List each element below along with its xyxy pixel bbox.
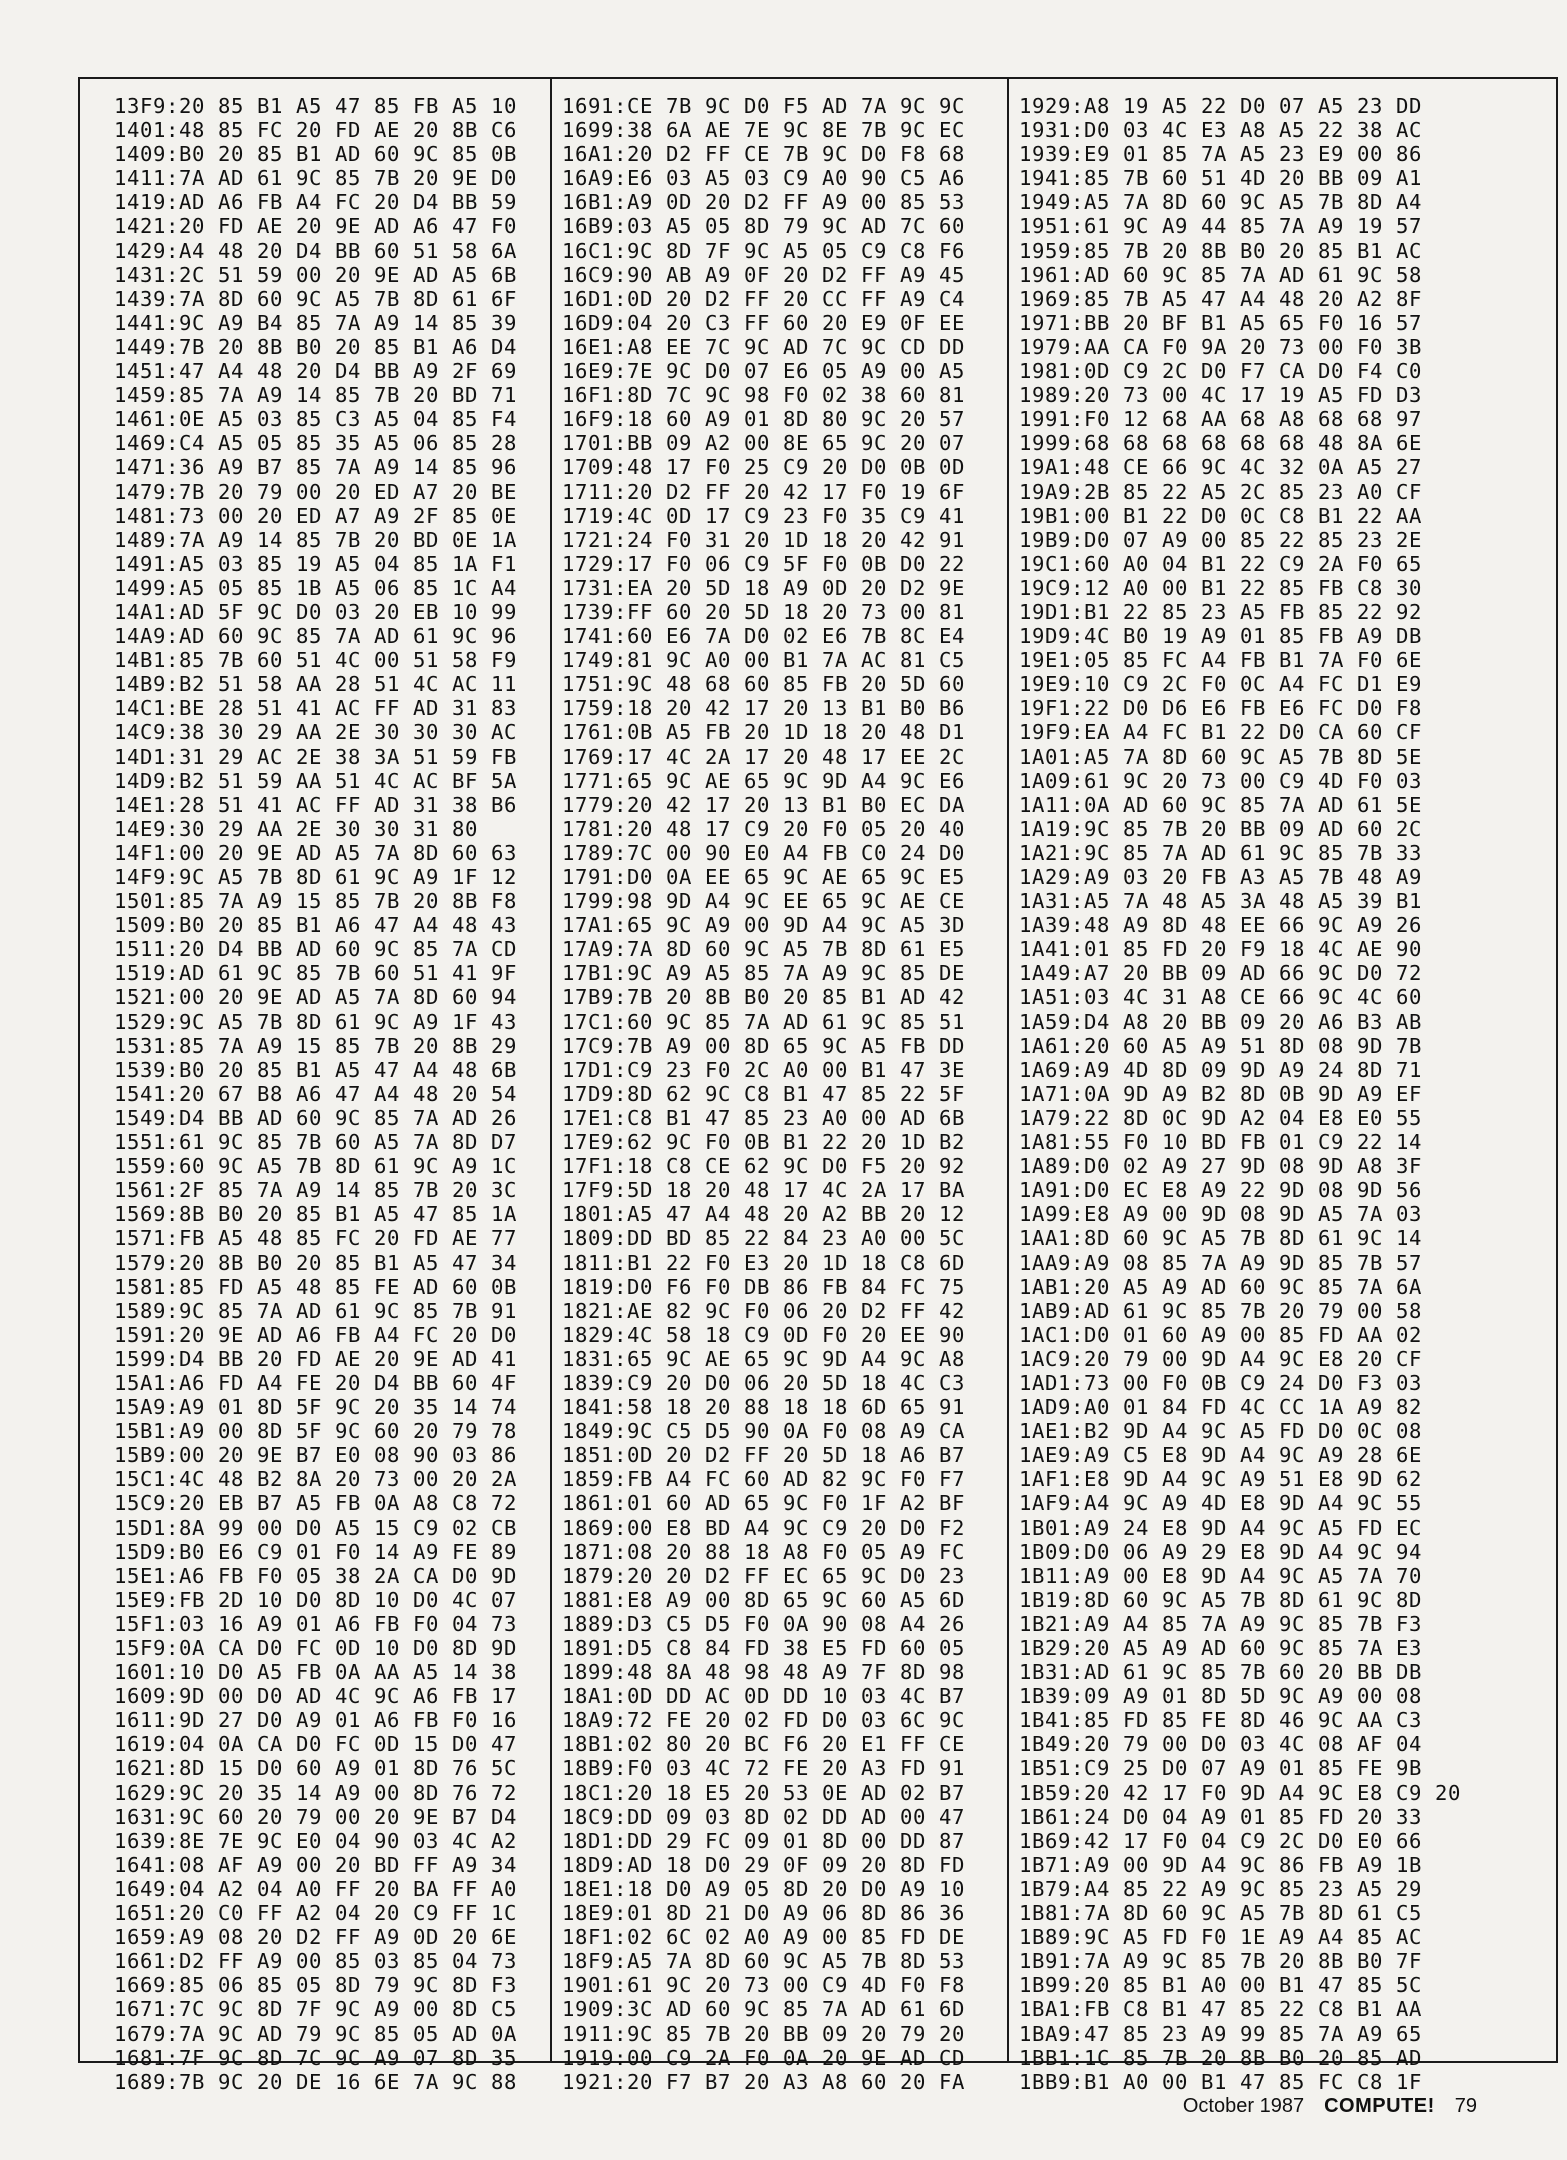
listing-line: 1789:7C 00 90 E0 A4 FB C0 24 D0 <box>562 840 965 865</box>
listing-line: 1939:E9 01 85 7A A5 23 E9 00 86 <box>1019 142 1422 167</box>
listing-line: 1491:A5 03 85 19 A5 04 85 1A F1 <box>114 551 517 576</box>
listing-line: 1469:C4 A5 05 85 35 A5 06 85 28 <box>114 431 517 456</box>
listing-line: 14A1:AD 5F 9C D0 03 20 EB 10 99 <box>114 599 517 624</box>
listing-line: 1701:BB 09 A2 00 8E 65 9C 20 07 <box>562 431 965 456</box>
listing-line: 17C9:7B A9 00 8D 65 9C A5 FB DD <box>562 1033 965 1058</box>
listing-line: 1AA1:8D 60 9C A5 7B 8D 61 9C 14 <box>1019 1226 1422 1251</box>
listing-line: 16A9:E6 03 A5 03 C9 A0 90 C5 A6 <box>562 166 965 191</box>
listing-column-1 <box>102 94 559 2094</box>
listing-line: 18D9:AD 18 D0 29 0F 09 20 8D FD <box>562 1852 965 1877</box>
listing-line: 1839:C9 20 D0 06 20 5D 18 4C C3 <box>562 1370 965 1395</box>
listing-line: 1581:85 FD A5 48 85 FE AD 60 0B <box>114 1274 517 1299</box>
listing-line: 1941:85 7B 60 51 4D 20 BB 09 A1 <box>1019 166 1422 191</box>
listing-line: 15C9:20 EB B7 A5 FB 0A A8 C8 72 <box>114 1491 517 1516</box>
listing-line: 1B41:85 FD 85 FE 8D 46 9C AA C3 <box>1019 1708 1422 1733</box>
listing-line: 1571:FB A5 48 85 FC 20 FD AE 77 <box>114 1226 517 1251</box>
listing-line: 17E1:C8 B1 47 85 23 A0 00 AD 6B <box>562 1105 965 1130</box>
listing-line: 1A21:9C 85 7A AD 61 9C 85 7B 33 <box>1019 840 1422 865</box>
listing-line: 1739:FF 60 20 5D 18 20 73 00 81 <box>562 599 965 624</box>
listing-line: 17E9:62 9C F0 0B B1 22 20 1D B2 <box>562 1130 965 1155</box>
listing-line: 17C1:60 9C 85 7A AD 61 9C 85 51 <box>562 1009 965 1034</box>
listing-line: 1B21:A9 A4 85 7A A9 9C 85 7B F3 <box>1019 1611 1422 1636</box>
listing-line: 1811:B1 22 F0 E3 20 1D 18 C8 6D <box>562 1250 965 1275</box>
listing-line: 1559:60 9C A5 7B 8D 61 9C A9 1C <box>114 1154 517 1179</box>
listing-line: 1891:D5 C8 84 FD 38 E5 FD 60 05 <box>562 1636 965 1660</box>
listing-line: 1421:20 FD AE 20 9E AD A6 47 F0 <box>114 214 517 239</box>
listing-line: 1799:98 9D A4 9C EE 65 9C AE CE <box>562 889 965 914</box>
listing-line: 1429:A4 48 20 D4 BB 60 51 58 6A <box>114 238 517 263</box>
listing-line: 1A79:22 8D 0C 9D A2 04 E8 E0 55 <box>1019 1105 1422 1130</box>
listing-line: 16F9:18 60 A9 01 8D 80 9C 20 57 <box>562 407 965 432</box>
listing-line: 1529:9C A5 7B 8D 61 9C A9 1F 43 <box>114 1009 517 1034</box>
listing-line: 1AC9:20 79 00 9D A4 9C E8 20 CF <box>1019 1346 1422 1371</box>
listing-line: 18B1:02 80 20 BC F6 20 E1 FF CE <box>562 1732 965 1757</box>
listing-line: 1B89:9C A5 FD F0 1E A9 A4 85 AC <box>1019 1925 1422 1950</box>
listing-line: 1A11:0A AD 60 9C 85 7A AD 61 5E <box>1019 792 1422 817</box>
listing-line: 15B1:A9 00 8D 5F 9C 60 20 79 78 <box>114 1419 517 1444</box>
listing-line: 1A91:D0 EC E8 A9 22 9D 08 9D 56 <box>1019 1178 1422 1203</box>
listing-line: 1679:7A 9C AD 79 9C 85 05 AD 0A <box>114 2021 517 2046</box>
listing-line: 1BB1:1C 85 7B 20 8B B0 20 85 AD <box>1019 2045 1422 2070</box>
listing-line: 19C9:12 A0 00 B1 22 85 FB C8 30 <box>1019 575 1422 600</box>
listing-line: 1A89:D0 02 A9 27 9D 08 9D A8 3F <box>1019 1154 1422 1179</box>
listing-line: 14C9:38 30 29 AA 2E 30 30 30 AC <box>114 720 517 745</box>
listing-line: 1AF9:A4 9C A9 4D E8 9D A4 9C 55 <box>1019 1491 1422 1516</box>
listing-line: 17D1:C9 23 F0 2C A0 00 B1 47 3E <box>562 1057 965 1082</box>
listing-line: 1591:20 9E AD A6 FB A4 FC 20 D0 <box>114 1322 517 1347</box>
listing-line: 1901:61 9C 20 73 00 C9 4D F0 F8 <box>562 1973 965 1998</box>
listing-line: 15F9:0A CA D0 FC 0D 10 D0 8D 9D <box>114 1636 517 1660</box>
listing-line: 1871:08 20 88 18 A8 F0 05 A9 FC <box>562 1539 965 1564</box>
listing-line: 1521:00 20 9E AD A5 7A 8D 60 94 <box>114 985 517 1010</box>
listing-line: 1829:4C 58 18 C9 0D F0 20 EE 90 <box>562 1322 965 1347</box>
listing-line: 1449:7B 20 8B B0 20 85 B1 A6 D4 <box>114 334 517 359</box>
listing-line: 1AA9:A9 08 85 7A A9 9D 85 7B 57 <box>1019 1250 1422 1275</box>
listing-line: 1B59:20 42 17 F0 9D A4 9C E8 C9 20 <box>1019 1780 1461 1805</box>
listing-line: 16B1:A9 0D 20 D2 FF A9 00 85 53 <box>562 190 965 215</box>
listing-line: 1751:9C 48 68 60 85 FB 20 5D 60 <box>562 672 965 697</box>
listing-line: 1A31:A5 7A 48 A5 3A 48 A5 39 B1 <box>1019 889 1422 914</box>
listing-line: 1819:D0 F6 F0 DB 86 FB 84 FC 75 <box>562 1274 965 1299</box>
listing-line: 1749:81 9C A0 00 B1 7A AC 81 C5 <box>562 648 965 673</box>
listing-line: 1851:0D 20 D2 FF 20 5D 18 A6 B7 <box>562 1443 965 1468</box>
listing-column-2 <box>550 94 1007 2094</box>
listing-line: 1959:85 7B 20 8B B0 20 85 B1 AC <box>1019 238 1422 263</box>
listing-line: 1869:00 E8 BD A4 9C C9 20 D0 F2 <box>562 1515 965 1540</box>
listing-line: 1669:85 06 85 05 8D 79 9C 8D F3 <box>114 1973 517 1998</box>
listing-line: 1719:4C 0D 17 C9 23 F0 35 C9 41 <box>562 503 965 528</box>
listing-line: 1731:EA 20 5D 18 A9 0D 20 D2 9E <box>562 575 965 600</box>
listing-line: 1AD1:73 00 F0 0B C9 24 D0 F3 03 <box>1019 1370 1422 1395</box>
listing-line: 19A9:2B 85 22 A5 2C 85 23 A0 CF <box>1019 479 1422 504</box>
listing-line: 1541:20 67 B8 A6 47 A4 48 20 54 <box>114 1081 517 1106</box>
listing-line: 1859:FB A4 FC 60 AD 82 9C F0 F7 <box>562 1467 965 1492</box>
listing-line: 1B19:8D 60 9C A5 7B 8D 61 9C 8D <box>1019 1587 1422 1612</box>
listing-line: 1A01:A5 7A 8D 60 9C A5 7B 8D 5E <box>1019 744 1422 769</box>
listing-line: 1699:38 6A AE 7E 9C 8E 7B 9C EC <box>562 118 965 143</box>
listing-line: 1B61:24 D0 04 A9 01 85 FD 20 33 <box>1019 1804 1422 1829</box>
listing-line: 14F9:9C A5 7B 8D 61 9C A9 1F 12 <box>114 865 517 889</box>
listing-line: 1779:20 42 17 20 13 B1 B0 EC DA <box>562 792 965 817</box>
listing-line: 15F1:03 16 A9 01 A6 FB F0 04 73 <box>114 1611 517 1636</box>
listing-line: 1AB9:AD 61 9C 85 7B 20 79 00 58 <box>1019 1298 1422 1323</box>
listing-line: 1849:9C C5 D5 90 0A F0 08 A9 CA <box>562 1419 965 1444</box>
listing-line: 15C1:4C 48 B2 8A 20 73 00 20 2A <box>114 1467 517 1492</box>
listing-line: 1A19:9C 85 7B 20 BB 09 AD 60 2C <box>1019 816 1422 841</box>
listing-line: 1951:61 9C A9 44 85 7A A9 19 57 <box>1019 214 1422 239</box>
listing-line: 1409:B0 20 85 B1 AD 60 9C 85 0B <box>114 142 517 167</box>
listing-line: 14C1:BE 28 51 41 AC FF AD 31 83 <box>114 696 517 721</box>
listing-line: 17A1:65 9C A9 00 9D A4 9C A5 3D <box>562 913 965 938</box>
listing-line: 1671:7C 9C 8D 7F 9C A9 00 8D C5 <box>114 1997 517 2022</box>
listing-line: 1629:9C 20 35 14 A9 00 8D 76 72 <box>114 1780 517 1805</box>
listing-line: 1A61:20 60 A5 A9 51 8D 08 9D 7B <box>1019 1033 1422 1058</box>
listing-line: 1641:08 AF A9 00 20 BD FF A9 34 <box>114 1852 517 1877</box>
listing-line: 1691:CE 7B 9C D0 F5 AD 7A 9C 9C <box>562 94 965 118</box>
listing-line: 1B29:20 A5 A9 AD 60 9C 85 7A E3 <box>1019 1636 1422 1660</box>
listing-line: 1B81:7A 8D 60 9C A5 7B 8D 61 C5 <box>1019 1901 1422 1926</box>
listing-line: 15A1:A6 FD A4 FE 20 D4 BB 60 4F <box>114 1370 517 1395</box>
listing-line: 15D1:8A 99 00 D0 A5 15 C9 02 CB <box>114 1515 517 1540</box>
listing-line: 1821:AE 82 9C F0 06 20 D2 FF 42 <box>562 1298 965 1323</box>
listing-line: 17A9:7A 8D 60 9C A5 7B 8D 61 E5 <box>562 937 965 962</box>
listing-line: 15E1:A6 FB F0 05 38 2A CA D0 9D <box>114 1563 517 1588</box>
listing-line: 1661:D2 FF A9 00 85 03 85 04 73 <box>114 1949 517 1974</box>
listing-line: 1B51:C9 25 D0 07 A9 01 85 FE 9B <box>1019 1756 1422 1781</box>
listing-line: 1511:20 D4 BB AD 60 9C 85 7A CD <box>114 937 517 962</box>
listing-line: 1B01:A9 24 E8 9D A4 9C A5 FD EC <box>1019 1515 1422 1540</box>
listing-line: 1999:68 68 68 68 68 68 48 8A 6E <box>1019 431 1422 456</box>
listing-line: 1949:A5 7A 8D 60 9C A5 7B 8D A4 <box>1019 190 1422 215</box>
listing-line: 18C9:DD 09 03 8D 02 DD AD 00 47 <box>562 1804 965 1829</box>
listing-line: 15E9:FB 2D 10 D0 8D 10 D0 4C 07 <box>114 1587 517 1612</box>
listing-line: 14B9:B2 51 58 AA 28 51 4C AC 11 <box>114 672 517 697</box>
listing-line: 1681:7F 9C 8D 7C 9C A9 07 8D 35 <box>114 2045 517 2070</box>
listing-line: 18B9:F0 03 4C 72 FE 20 A3 FD 91 <box>562 1756 965 1781</box>
listing-line: 19B9:D0 07 A9 00 85 22 85 23 2E <box>1019 527 1422 552</box>
listing-line: 1451:47 A4 48 20 D4 BB A9 2F 69 <box>114 359 517 384</box>
listing-line: 16F1:8D 7C 9C 98 F0 02 38 60 81 <box>562 383 965 408</box>
listing-line: 1711:20 D2 FF 20 42 17 F0 19 6F <box>562 479 965 504</box>
listing-line: 1B91:7A A9 9C 85 7B 20 8B B0 7F <box>1019 1949 1422 1974</box>
listing-line: 1A41:01 85 FD 20 F9 18 4C AE 90 <box>1019 937 1422 962</box>
listing-line: 1639:8E 7E 9C E0 04 90 03 4C A2 <box>114 1828 517 1853</box>
listing-line: 1659:A9 08 20 D2 FF A9 0D 20 6E <box>114 1925 517 1950</box>
listing-line: 1601:10 D0 A5 FB 0A AA A5 14 38 <box>114 1660 517 1685</box>
listing-line: 19F1:22 D0 D6 E6 FB E6 FC D0 F8 <box>1019 696 1422 721</box>
listing-line: 1981:0D C9 2C D0 F7 CA D0 F4 C0 <box>1019 359 1422 384</box>
listing-line: 1BB9:B1 A0 00 B1 47 85 FC C8 1F <box>1019 2069 1422 2094</box>
listing-line: 18C1:20 18 E5 20 53 0E AD 02 B7 <box>562 1780 965 1805</box>
listing-line: 1979:AA CA F0 9A 20 73 00 F0 3B <box>1019 334 1422 359</box>
listing-line: 18F9:A5 7A 8D 60 9C A5 7B 8D 53 <box>562 1949 965 1974</box>
page-footer <box>1183 2095 1477 2118</box>
listing-line: 1649:04 A2 04 A0 FF 20 BA FF A0 <box>114 1876 517 1901</box>
listing-line: 14D1:31 29 AC 2E 38 3A 51 59 FB <box>114 744 517 769</box>
listing-line: 19F9:EA A4 FC B1 22 D0 CA 60 CF <box>1019 720 1422 745</box>
issue-date: October 1987 <box>1182 2095 1305 2117</box>
listing-box <box>78 77 1558 2094</box>
listing-line: 14D9:B2 51 59 AA 51 4C AC BF 5A <box>114 768 517 793</box>
listing-line: 1A81:55 F0 10 BD FB 01 C9 22 14 <box>1019 1130 1422 1155</box>
listing-line: 1741:60 E6 7A D0 02 E6 7B 8C E4 <box>562 624 965 649</box>
listing-line: 1551:61 9C 85 7B 60 A5 7A 8D D7 <box>114 1130 517 1155</box>
listing-line: 16C1:9C 8D 7F 9C A5 05 C9 C8 F6 <box>562 238 965 263</box>
listing-line: 1689:7B 9C 20 DE 16 6E 7A 9C 88 <box>114 2069 517 2094</box>
listing-line: 17B1:9C A9 A5 85 7A A9 9C 85 DE <box>562 961 965 986</box>
listing-line: 15A9:A9 01 8D 5F 9C 20 35 14 74 <box>114 1395 517 1420</box>
listing-line: 1589:9C 85 7A AD 61 9C 85 7B 91 <box>114 1298 517 1323</box>
listing-line: 1989:20 73 00 4C 17 19 A5 FD D3 <box>1019 383 1422 408</box>
listing-line: 1881:E8 A9 00 8D 65 9C 60 A5 6D <box>562 1587 965 1612</box>
listing-line: 18E1:18 D0 A9 05 8D 20 D0 A9 10 <box>562 1876 965 1901</box>
listing-line: 1A51:03 4C 31 A8 CE 66 9C 4C 60 <box>1019 985 1422 1010</box>
listing-line: 1B31:AD 61 9C 85 7B 60 20 BB DB <box>1019 1660 1422 1685</box>
listing-line: 1501:85 7A A9 15 85 7B 20 8B F8 <box>114 889 517 914</box>
listing-line: 1439:7A 8D 60 9C A5 7B 8D 61 6F <box>114 286 517 311</box>
listing-line: 1921:20 F7 B7 20 A3 A8 60 20 FA <box>562 2069 965 2094</box>
listing-line: 14B1:85 7B 60 51 4C 00 51 58 F9 <box>114 648 517 673</box>
listing-line: 1AC1:D0 01 60 A9 00 85 FD AA 02 <box>1019 1322 1422 1347</box>
listing-line: 1519:AD 61 9C 85 7B 60 51 41 9F <box>114 961 517 986</box>
listing-line: 1899:48 8A 48 98 48 A9 7F 8D 98 <box>562 1660 965 1685</box>
listing-line: 1A71:0A 9D A9 B2 8D 0B 9D A9 EF <box>1019 1081 1422 1106</box>
listing-line: 1A39:48 A9 8D 48 EE 66 9C A9 26 <box>1019 913 1422 938</box>
listing-line: 16B9:03 A5 05 8D 79 9C AD 7C 60 <box>562 214 965 239</box>
listing-line: 19A1:48 CE 66 9C 4C 32 0A A5 27 <box>1019 455 1422 480</box>
listing-line: 1721:24 F0 31 20 1D 18 20 42 91 <box>562 527 965 552</box>
listing-line: 1B49:20 79 00 D0 03 4C 08 AF 04 <box>1019 1732 1422 1757</box>
listing-line: 1BA1:FB C8 B1 47 85 22 C8 B1 AA <box>1019 1997 1422 2022</box>
listing-line: 18D1:DD 29 FC 09 01 8D 00 DD 87 <box>562 1828 965 1853</box>
listing-line: 1919:00 C9 2A F0 0A 20 9E AD CD <box>562 2045 965 2070</box>
listing-line: 1771:65 9C AE 65 9C 9D A4 9C E6 <box>562 768 965 793</box>
listing-line: 1AE9:A9 C5 E8 9D A4 9C A9 28 6E <box>1019 1443 1422 1468</box>
listing-line: 1AE1:B2 9D A4 9C A5 FD D0 0C 08 <box>1019 1419 1422 1444</box>
listing-line: 16D1:0D 20 D2 FF 20 CC FF A9 C4 <box>562 286 965 311</box>
listing-line: 14E9:30 29 AA 2E 30 30 31 80 <box>114 816 478 841</box>
listing-line: 1609:9D 00 D0 AD 4C 9C A6 FB 17 <box>114 1684 517 1709</box>
listing-line: 1509:B0 20 85 B1 A6 47 A4 48 43 <box>114 913 517 938</box>
listing-line: 1499:A5 05 85 1B A5 06 85 1C A4 <box>114 575 517 600</box>
listing-line: 1841:58 18 20 88 18 18 6D 65 91 <box>562 1395 965 1420</box>
listing-line: 1729:17 F0 06 C9 5F F0 0B D0 22 <box>562 551 965 576</box>
listing-line: 1631:9C 60 20 79 00 20 9E B7 D4 <box>114 1804 517 1829</box>
listing-line: 1569:8B B0 20 85 B1 A5 47 85 1A <box>114 1202 517 1227</box>
listing-line: 1B99:20 85 B1 A0 00 B1 47 85 5C <box>1019 1973 1422 1998</box>
listing-line: 1A99:E8 A9 00 9D 08 9D A5 7A 03 <box>1019 1202 1422 1227</box>
listing-line: 19E9:10 C9 2C F0 0C A4 FC D1 E9 <box>1019 672 1422 697</box>
listing-line: 1929:A8 19 A5 22 D0 07 A5 23 DD <box>1019 94 1422 118</box>
listing-line: 1A69:A9 4D 8D 09 9D A9 24 8D 71 <box>1019 1057 1422 1082</box>
listing-line: 19D1:B1 22 85 23 A5 FB 85 22 92 <box>1019 599 1422 624</box>
listing-line: 17D9:8D 62 9C C8 B1 47 85 22 5F <box>562 1081 965 1106</box>
listing-line: 1A59:D4 A8 20 BB 09 20 A6 B3 AB <box>1019 1009 1422 1034</box>
listing-line: 1401:48 85 FC 20 FD AE 20 8B C6 <box>114 118 517 143</box>
listing-line: 16C9:90 AB A9 0F 20 D2 FF A9 45 <box>562 262 965 287</box>
listing-line: 1481:73 00 20 ED A7 A9 2F 85 0E <box>114 503 517 528</box>
listing-line: 1991:F0 12 68 AA 68 A8 68 68 97 <box>1019 407 1422 432</box>
listing-line: 1A49:A7 20 BB 09 AD 66 9C D0 72 <box>1019 961 1422 986</box>
listing-line: 1531:85 7A A9 15 85 7B 20 8B 29 <box>114 1033 517 1058</box>
listing-line: 19B1:00 B1 22 D0 0C C8 B1 22 AA <box>1019 503 1422 528</box>
listing-line: 1A09:61 9C 20 73 00 C9 4D F0 03 <box>1019 768 1422 793</box>
listing-line: 1831:65 9C AE 65 9C 9D A4 9C A8 <box>562 1346 965 1371</box>
listing-line: 1619:04 0A CA D0 FC 0D 15 D0 47 <box>114 1732 517 1757</box>
listing-line: 1809:DD BD 85 22 84 23 A0 00 5C <box>562 1226 965 1251</box>
listing-line: 1769:17 4C 2A 17 20 48 17 EE 2C <box>562 744 965 769</box>
listing-line: 1B09:D0 06 A9 29 E8 9D A4 9C 94 <box>1019 1539 1422 1564</box>
listing-line: 1AF1:E8 9D A4 9C A9 51 E8 9D 62 <box>1019 1467 1422 1492</box>
listing-line: 1549:D4 BB AD 60 9C 85 7A AD 26 <box>114 1105 517 1130</box>
listing-line: 1441:9C A9 B4 85 7A A9 14 85 39 <box>114 310 517 335</box>
listing-line: 1489:7A A9 14 85 7B 20 BD 0E 1A <box>114 527 517 552</box>
listing-line: 1651:20 C0 FF A2 04 20 C9 FF 1C <box>114 1901 517 1926</box>
listing-line: 1539:B0 20 85 B1 A5 47 A4 48 6B <box>114 1057 517 1082</box>
listing-line: 1801:A5 47 A4 48 20 A2 BB 20 12 <box>562 1202 965 1227</box>
listing-line: 1911:9C 85 7B 20 BB 09 20 79 20 <box>562 2021 965 2046</box>
listing-line: 1599:D4 BB 20 FD AE 20 9E AD 41 <box>114 1346 517 1371</box>
listing-line: 1459:85 7A A9 14 85 7B 20 BD 71 <box>114 383 517 408</box>
listing-line: 1431:2C 51 59 00 20 9E AD A5 6B <box>114 262 517 287</box>
listing-line: 1579:20 8B B0 20 85 B1 A5 47 34 <box>114 1250 517 1275</box>
page-number: 79 <box>1454 2095 1477 2117</box>
listing-line: 1791:D0 0A EE 65 9C AE 65 9C E5 <box>562 865 965 889</box>
listing-line: 1A29:A9 03 20 FB A3 A5 7B 48 A9 <box>1019 865 1422 889</box>
listing-line: 1761:0B A5 FB 20 1D 18 20 48 D1 <box>562 720 965 745</box>
listing-line: 19C1:60 A0 04 B1 22 C9 2A F0 65 <box>1019 551 1422 576</box>
listing-line: 1621:8D 15 D0 60 A9 01 8D 76 5C <box>114 1756 517 1781</box>
listing-line: 19E1:05 85 FC A4 FB B1 7A F0 6E <box>1019 648 1422 673</box>
listing-line: 18A9:72 FE 20 02 FD D0 03 6C 9C <box>562 1708 965 1733</box>
listing-column-3 <box>1007 94 1464 2094</box>
magazine-name: COMPUTE! <box>1324 2095 1435 2117</box>
listing-line: 1561:2F 85 7A A9 14 85 7B 20 3C <box>114 1178 517 1203</box>
listing-line: 1B11:A9 00 E8 9D A4 9C A5 7A 70 <box>1019 1563 1422 1588</box>
listing-line: 16A1:20 D2 FF CE 7B 9C D0 F8 68 <box>562 142 965 167</box>
listing-line: 1AD9:A0 01 84 FD 4C CC 1A A9 82 <box>1019 1395 1422 1420</box>
listing-line: 1461:0E A5 03 85 C3 A5 04 85 F4 <box>114 407 517 432</box>
listing-line: 18E9:01 8D 21 D0 A9 06 8D 86 36 <box>562 1901 965 1926</box>
listing-line: 1971:BB 20 BF B1 A5 65 F0 16 57 <box>1019 310 1422 335</box>
listing-line: 1931:D0 03 4C E3 A8 A5 22 38 AC <box>1019 118 1422 143</box>
listing-line: 16E1:A8 EE 7C 9C AD 7C 9C CD DD <box>562 334 965 359</box>
listing-line: 1759:18 20 42 17 20 13 B1 B0 B6 <box>562 696 965 721</box>
listing-line: 18A1:0D DD AC 0D DD 10 03 4C B7 <box>562 1684 965 1709</box>
listing-line: 1611:9D 27 D0 A9 01 A6 FB F0 16 <box>114 1708 517 1733</box>
listing-line: 1B79:A4 85 22 A9 9C 85 23 A5 29 <box>1019 1876 1422 1901</box>
listing-line: 1AB1:20 A5 A9 AD 60 9C 85 7A 6A <box>1019 1274 1422 1299</box>
listing-line: 15D9:B0 E6 C9 01 F0 14 A9 FE 89 <box>114 1539 517 1564</box>
listing-line: 14E1:28 51 41 AC FF AD 31 38 B6 <box>114 792 517 817</box>
listing-line: 1709:48 17 F0 25 C9 20 D0 0B 0D <box>562 455 965 480</box>
listing-line: 1909:3C AD 60 9C 85 7A AD 61 6D <box>562 1997 965 2022</box>
listing-line: 1411:7A AD 61 9C 85 7B 20 9E D0 <box>114 166 517 191</box>
listing-line: 1B69:42 17 F0 04 C9 2C D0 E0 66 <box>1019 1828 1422 1853</box>
listing-line: 1861:01 60 AD 65 9C F0 1F A2 BF <box>562 1491 965 1516</box>
listing-line: 1B71:A9 00 9D A4 9C 86 FB A9 1B <box>1019 1852 1422 1877</box>
listing-line: 17B9:7B 20 8B B0 20 85 B1 AD 42 <box>562 985 965 1010</box>
listing-line: 1969:85 7B A5 47 A4 48 20 A2 8F <box>1019 286 1422 311</box>
listing-line: 15B9:00 20 9E B7 E0 08 90 03 86 <box>114 1443 517 1468</box>
listing-line: 1B39:09 A9 01 8D 5D 9C A9 00 08 <box>1019 1684 1422 1709</box>
listing-line: 17F1:18 C8 CE 62 9C D0 F5 20 92 <box>562 1154 965 1179</box>
listing-line: 14A9:AD 60 9C 85 7A AD 61 9C 96 <box>114 624 517 649</box>
listing-line: 19D9:4C B0 19 A9 01 85 FB A9 DB <box>1019 624 1422 649</box>
listing-line: 1781:20 48 17 C9 20 F0 05 20 40 <box>562 816 965 841</box>
listing-line: 1479:7B 20 79 00 20 ED A7 20 BE <box>114 479 517 504</box>
listing-line: 1879:20 20 D2 FF EC 65 9C D0 23 <box>562 1563 965 1588</box>
listing-line: 1BA9:47 85 23 A9 99 85 7A A9 65 <box>1019 2021 1422 2046</box>
listing-line: 16D9:04 20 C3 FF 60 20 E9 0F EE <box>562 310 965 335</box>
listing-line: 16E9:7E 9C D0 07 E6 05 A9 00 A5 <box>562 359 965 384</box>
listing-line: 13F9:20 85 B1 A5 47 85 FB A5 10 <box>114 94 517 118</box>
listing-line: 18F1:02 6C 02 A0 A9 00 85 FD DE <box>562 1925 965 1950</box>
listing-line: 1419:AD A6 FB A4 FC 20 D4 BB 59 <box>114 190 517 215</box>
listing-line: 1889:D3 C5 D5 F0 0A 90 08 A4 26 <box>562 1611 965 1636</box>
listing-line: 1471:36 A9 B7 85 7A A9 14 85 96 <box>114 455 517 480</box>
listing-line: 1961:AD 60 9C 85 7A AD 61 9C 58 <box>1019 262 1422 287</box>
listing-line: 14F1:00 20 9E AD A5 7A 8D 60 63 <box>114 840 517 865</box>
listing-line: 17F9:5D 18 20 48 17 4C 2A 17 BA <box>562 1178 965 1203</box>
